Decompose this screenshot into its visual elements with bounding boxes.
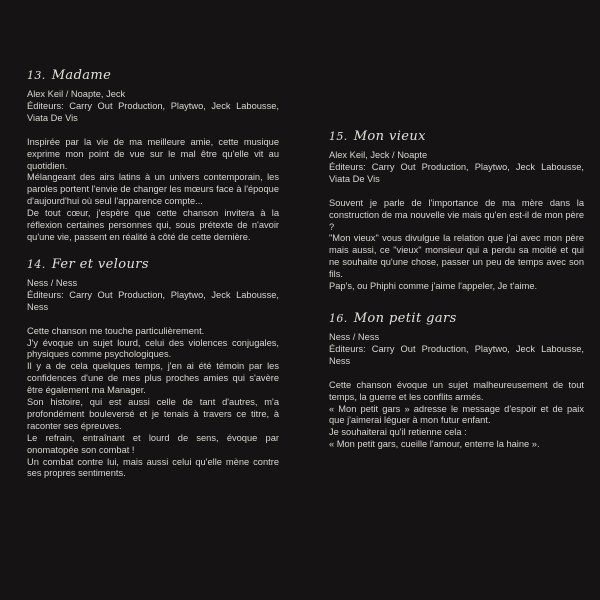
track-name: Mon petit gars — [353, 310, 457, 326]
paragraph: Souvent je parle de l'importance de ma mère dans la construction de ma nouvelle vie mais qu'en est-il de mon père ? — [329, 197, 584, 232]
track-name: Mon vieux — [353, 129, 426, 144]
track-authors: Ness / Ness — [27, 277, 78, 288]
left-column — [27, 68, 279, 480]
paragraph: Cette chanson évoque un sujet malheureusement de tout temps, la guerre et les conflits armés. — [329, 379, 584, 402]
track-description — [329, 380, 584, 451]
paragraph: Son histoire, qui est aussi celle de tant d'autres, m'a profondément bouleversé et je tenais à travers ce titre, à raconter ses épreuves. — [27, 397, 279, 431]
track-15 — [329, 129, 584, 293]
track-14 — [27, 257, 279, 481]
track-title — [329, 311, 584, 327]
paragraph: Un combat contre lui, mais aussi celui qu'elle mène contre ses propres sentiments. — [27, 456, 279, 479]
track-publishers: Éditeurs: Carry Out Production, Playtwo, Jeck Labousse, Viata De Vis — [27, 100, 279, 123]
right-column — [329, 129, 584, 451]
track-publishers: Éditeurs: Carry Out Production, Playtwo, Jeck Labousse, Ness — [329, 343, 584, 366]
track-publishers: Éditeurs: Carry Out Production, Playtwo, Jeck Labousse, Ness — [27, 289, 279, 312]
track-title — [329, 129, 584, 145]
paragraph: Inspirée par la vie de ma meilleure amie, cette musique exprime mon point de vue sur le mal être qu'elle vit au quotidien. — [27, 136, 279, 171]
track-title — [27, 68, 279, 84]
track-number: 14. — [27, 257, 46, 271]
paragraph: « Mon petit gars » adresse le message d'espoir et de paix que j'aimerai léguer à mon futur enfant. — [329, 403, 584, 426]
track-authors: Alex Keil / Noapte, Jeck — [27, 89, 126, 99]
track-16 — [329, 311, 584, 451]
track-name: Madame — [51, 68, 112, 83]
track-name: Fer et velours — [51, 256, 149, 272]
paragraph: « Mon petit gars, cueille l'amour, enterre la haine ». — [329, 439, 540, 450]
paragraph: J'y évoque un sujet lourd, celui des violences conjugales, physiques comme psychologiques. — [27, 337, 279, 360]
paragraph: Je souhaiterai qu'il retienne cela : — [329, 427, 467, 438]
track-description — [27, 137, 279, 244]
paragraph: Il y a de cela quelques temps, j'en ai été témoin par les confidences d'une de mes plus proches amies qui s'avère être également ma Manager. — [27, 361, 279, 396]
paragraph: "Mon vieux" vous divulgue la relation que j'ai avec mon père mais aussi, ce "vieux" monsieur qui a perdu sa moitié et qui ne souhaite qu'une chose, passer un peu de temps avec son fils. — [329, 233, 584, 280]
track-title — [27, 257, 279, 273]
paragraph: Le refrain, entraînant et lourd de sens, évoque par onomatopée son combat ! — [27, 432, 279, 455]
track-number: 13. — [27, 69, 46, 82]
track-authors: Alex Keil, Jeck / Noapte — [329, 150, 428, 160]
paragraph: Pap's, ou Phiphi comme j'aime l'appeler, Je t'aime. — [329, 281, 538, 292]
track-13 — [27, 68, 279, 244]
paragraph: Cette chanson me touche particulièrement. — [27, 325, 205, 336]
paragraph: Mélangeant des airs latins à un univers contemporain, les paroles portent l'envie de changer les mœurs face à l'époque d'aujourd'hui où seul l'apparence compte... — [27, 172, 279, 207]
track-description — [329, 198, 584, 293]
track-authors: Ness / Ness — [329, 331, 380, 342]
track-publishers: Éditeurs: Carry Out Production, Playtwo, Jeck Labousse, Viata De Vis — [329, 161, 584, 184]
paragraph: De tout cœur, j'espère que cette chanson invitera à la réflexion certaines personnes qui, sous prétexte de n'avoir qu'une vie, passent en réalité à côté de cette dernière. — [27, 208, 279, 242]
track-number: 15. — [329, 130, 348, 143]
track-description — [27, 326, 279, 481]
track-number: 16. — [329, 311, 348, 325]
